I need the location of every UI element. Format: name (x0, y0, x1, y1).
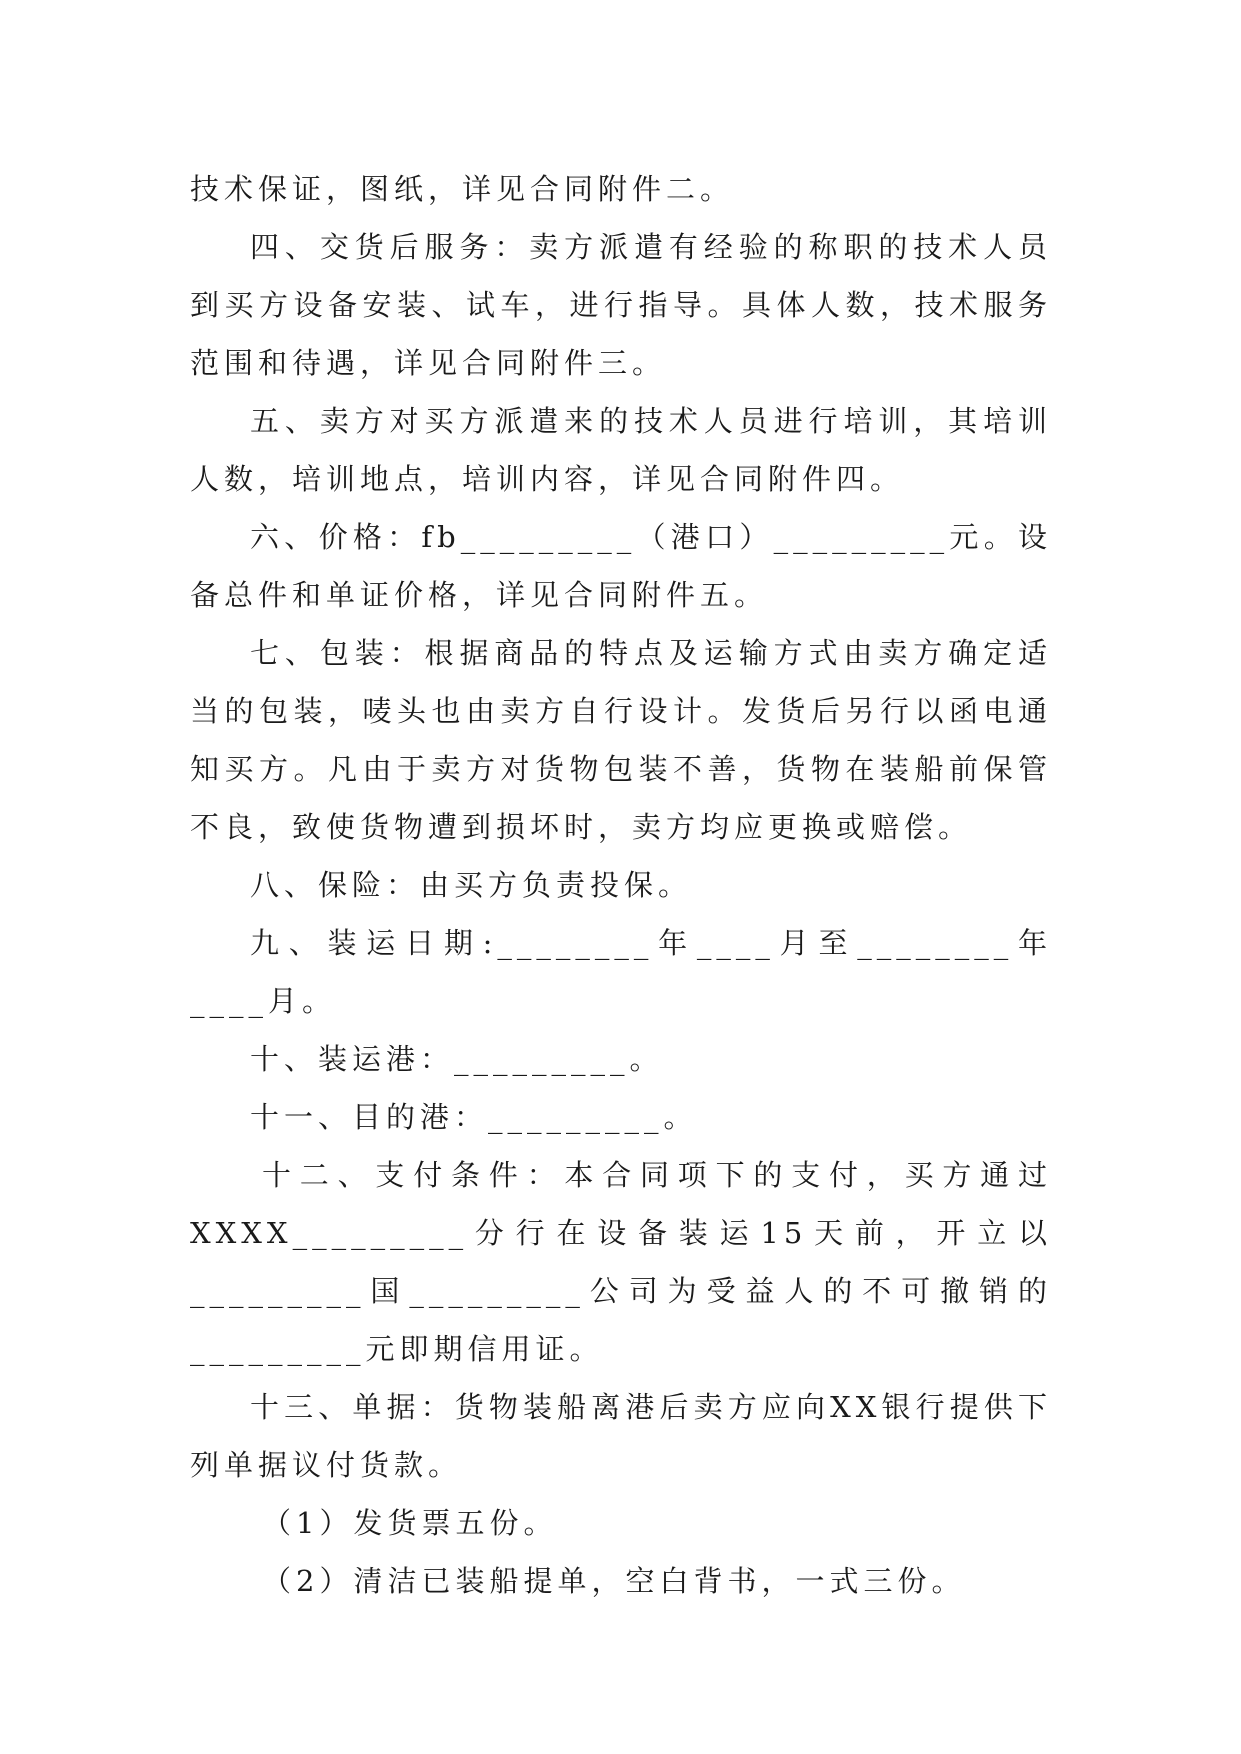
paragraph-technical-guarantee: 技术保证，图纸，详见合同附件二。 (190, 172, 735, 206)
paragraph-after-delivery-service: 四、交货后服务：卖方派遣有经验的称职的技术人员到买方设备安装、试车，进行指导。具体人数，技术服务范围和待遇，详见合同附件三。 (190, 230, 1052, 380)
paragraph-insurance: 八、保险：由买方负责投保。 (250, 868, 693, 902)
paragraph-price: 六、价格：fb_________（港口）_________元。设备总件和单证价格，详见合同附件五。 (190, 520, 1052, 612)
paragraph-loading-port: 十、装运港：_________。 (250, 1042, 664, 1076)
paragraph-shipment-date: 九、装运日期:________年____月至________年____月。 (190, 926, 1052, 1018)
paragraph-destination-port: 十一、目的港：_________。 (250, 1100, 698, 1134)
paragraph-documents: 十三、单据：货物装船离港后卖方应向XX银行提供下列单据议付货款。 (190, 1390, 1052, 1482)
list-item-bill-of-lading: （2）清洁已装船提单，空白背书，一式三份。 (262, 1564, 966, 1598)
list-item-invoice: （1）发货票五份。 (262, 1506, 558, 1540)
paragraph-payment-terms: 十二、支付条件：本合同项下的支付，买方通过XXXX_________分行在设备装运15天前，开立以_________国_________公司为受益人的不可撤销的_________元即期信用证。 (190, 1158, 1052, 1366)
paragraph-packing: 七、包装：根据商品的特点及运输方式由卖方确定适当的包装，唛头也由卖方自行设计。发货后另行以函电通知买方。凡由于卖方对货物包装不善，货物在装船前保管不良，致使货物遭到损坏时，卖方均应更换或赔偿。 (190, 636, 1052, 844)
paragraph-training: 五、卖方对买方派遣来的技术人员进行培训，其培训人数，培训地点，培训内容，详见合同附件四。 (190, 404, 1052, 496)
document-page (190, 160, 1052, 1610)
